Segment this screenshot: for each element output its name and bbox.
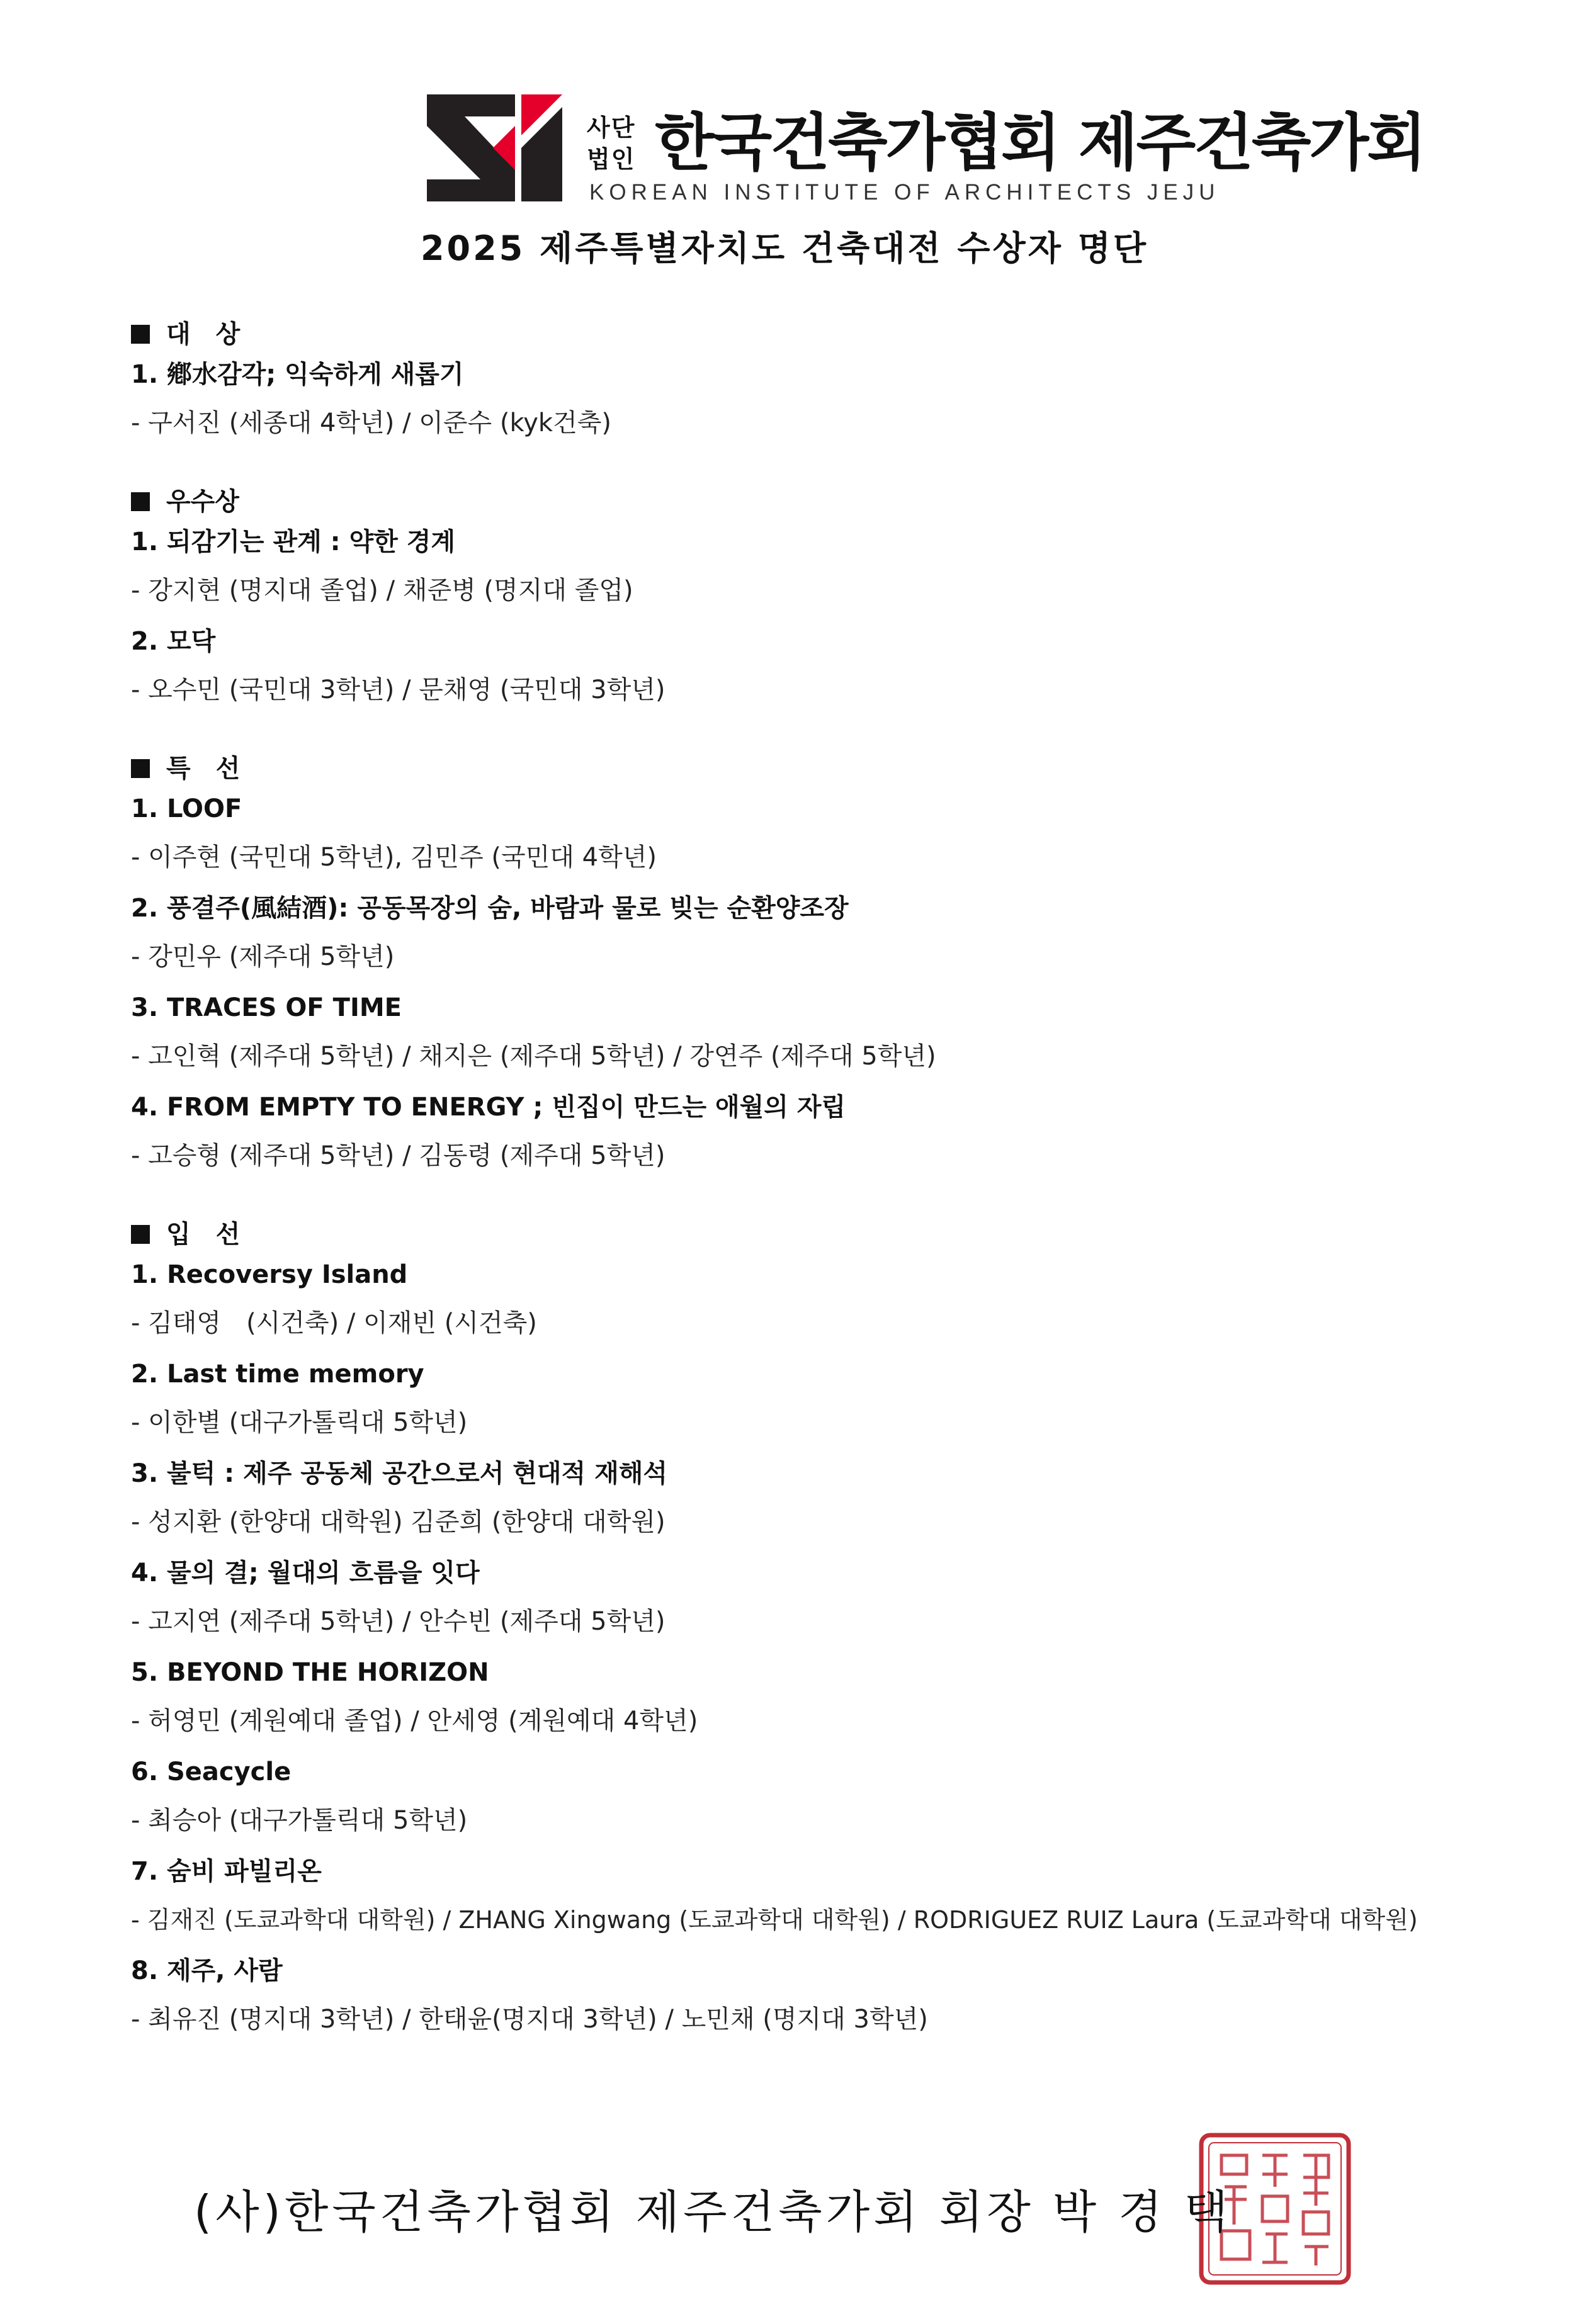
entry-title: 2. Last time memory — [131, 1360, 424, 1389]
section-label: 우수상 — [166, 487, 239, 516]
entry-members: - 구서진 (세종대 4학년) / 이준수 (kyk건축) — [131, 409, 611, 437]
award-list — [131, 315, 1516, 2050]
square-bullet-icon — [131, 1225, 150, 1244]
entry-title: 8. 제주, 사람 — [131, 1956, 283, 1985]
entry-members: - 오수민 (국민대 3학년) / 문채영 (국민대 3학년) — [131, 675, 666, 704]
page-title: 2025 제주특별자치도 건축대전 수상자 명단 — [420, 228, 1149, 268]
entry-members: - 김재진 (도쿄과학대 대학원) / ZHANG Xingwang (도쿄과학대 대학원) / RODRIGUEZ RUIZ Laura (도쿄과학대 대학원) — [131, 1906, 1418, 1934]
entry-title: 4. FROM EMPTY TO ENERGY ; 빈집이 만드는 애월의 자립 — [131, 1093, 846, 1122]
org-name-english: KOREAN INSTITUTE OF ARCHITECTS JEJU — [589, 180, 1220, 205]
org-type-label: 사단법인 — [587, 114, 636, 173]
entry-members: - 고승형 (제주대 5학년) / 김동령 (제주대 5학년) — [131, 1141, 666, 1170]
entry-title: 1. Recoversy Island — [131, 1260, 408, 1289]
section-label: 입 선 — [166, 1220, 241, 1249]
entry-members: - 이주현 (국민대 5학년), 김민주 (국민대 4학년) — [131, 843, 657, 872]
entry-title: 1. LOOF — [131, 794, 242, 823]
entry-title: 1. 되감기는 관계 : 약한 경계 — [131, 527, 456, 556]
square-bullet-icon — [131, 759, 150, 778]
entry-title: 7. 숨비 파빌리온 — [131, 1857, 322, 1886]
entry-members: - 김태영 (시건축) / 이재빈 (시건축) — [131, 1309, 537, 1338]
org-name-korean: 한국건축가협회 제주건축가회 — [655, 107, 1425, 179]
section-label: 대 상 — [166, 320, 241, 349]
entry-members: - 강지현 (명지대 졸업) / 채준병 (명지대 졸업) — [131, 576, 633, 605]
entry-members: - 이한별 (대구가톨릭대 5학년) — [131, 1408, 468, 1437]
entry-title: 6. Seacycle — [131, 1757, 292, 1786]
entry-title: 1. 鄕水감각; 익숙하게 새롭기 — [131, 360, 464, 389]
entry-members: - 최승아 (대구가톨릭대 5학년) — [131, 1806, 468, 1835]
section-heading — [131, 749, 1516, 788]
entry-title: 4. 물의 결; 월대의 흐름을 잇다 — [131, 1559, 480, 1588]
section-grand-prize — [131, 315, 1516, 453]
entry-members: - 최유진 (명지대 3학년) / 한태윤(명지대 3학년) / 노민채 (명지대 3학년) — [131, 2005, 928, 2034]
section-heading — [131, 482, 1516, 521]
section-special-selection — [131, 749, 1516, 1186]
entry-title: 2. 풍결주(風結酒): 공동목장의 숨, 바람과 물로 빚는 순환양조장 — [131, 894, 849, 923]
signature-line: (사)한국건축가협회 제주건축가회 회장 박 경 택 — [194, 2186, 1232, 2238]
square-bullet-icon — [131, 325, 150, 344]
entry-members: - 성지환 (한양대 대학원) 김준희 (한양대 대학원) — [131, 1508, 666, 1537]
entry-title: 5. BEYOND THE HORIZON — [131, 1658, 489, 1687]
section-honorable-mention — [131, 1215, 1516, 2050]
entry-title: 3. TRACES OF TIME — [131, 993, 402, 1022]
entry-title: 3. 불턱 : 제주 공동체 공간으로서 현대적 재해석 — [131, 1459, 668, 1488]
square-bullet-icon — [131, 492, 150, 511]
entry-members: - 허영민 (계원예대 졸업) / 안세영 (계원예대 4학년) — [131, 1706, 698, 1735]
section-label: 특 선 — [166, 754, 241, 783]
entry-members: - 고인혁 (제주대 5학년) / 채지은 (제주대 5학년) / 강연주 (제주대 5학년) — [131, 1042, 936, 1071]
entry-title: 2. 모닥 — [131, 627, 216, 656]
section-heading — [131, 315, 1516, 354]
section-excellence — [131, 482, 1516, 720]
section-heading — [131, 1215, 1516, 1254]
letterhead — [0, 0, 1569, 208]
kia-logo-icon — [421, 88, 565, 208]
entry-members: - 강민우 (제주대 5학년) — [131, 942, 395, 971]
entry-members: - 고지연 (제주대 5학년) / 안수빈 (제주대 5학년) — [131, 1607, 666, 1636]
